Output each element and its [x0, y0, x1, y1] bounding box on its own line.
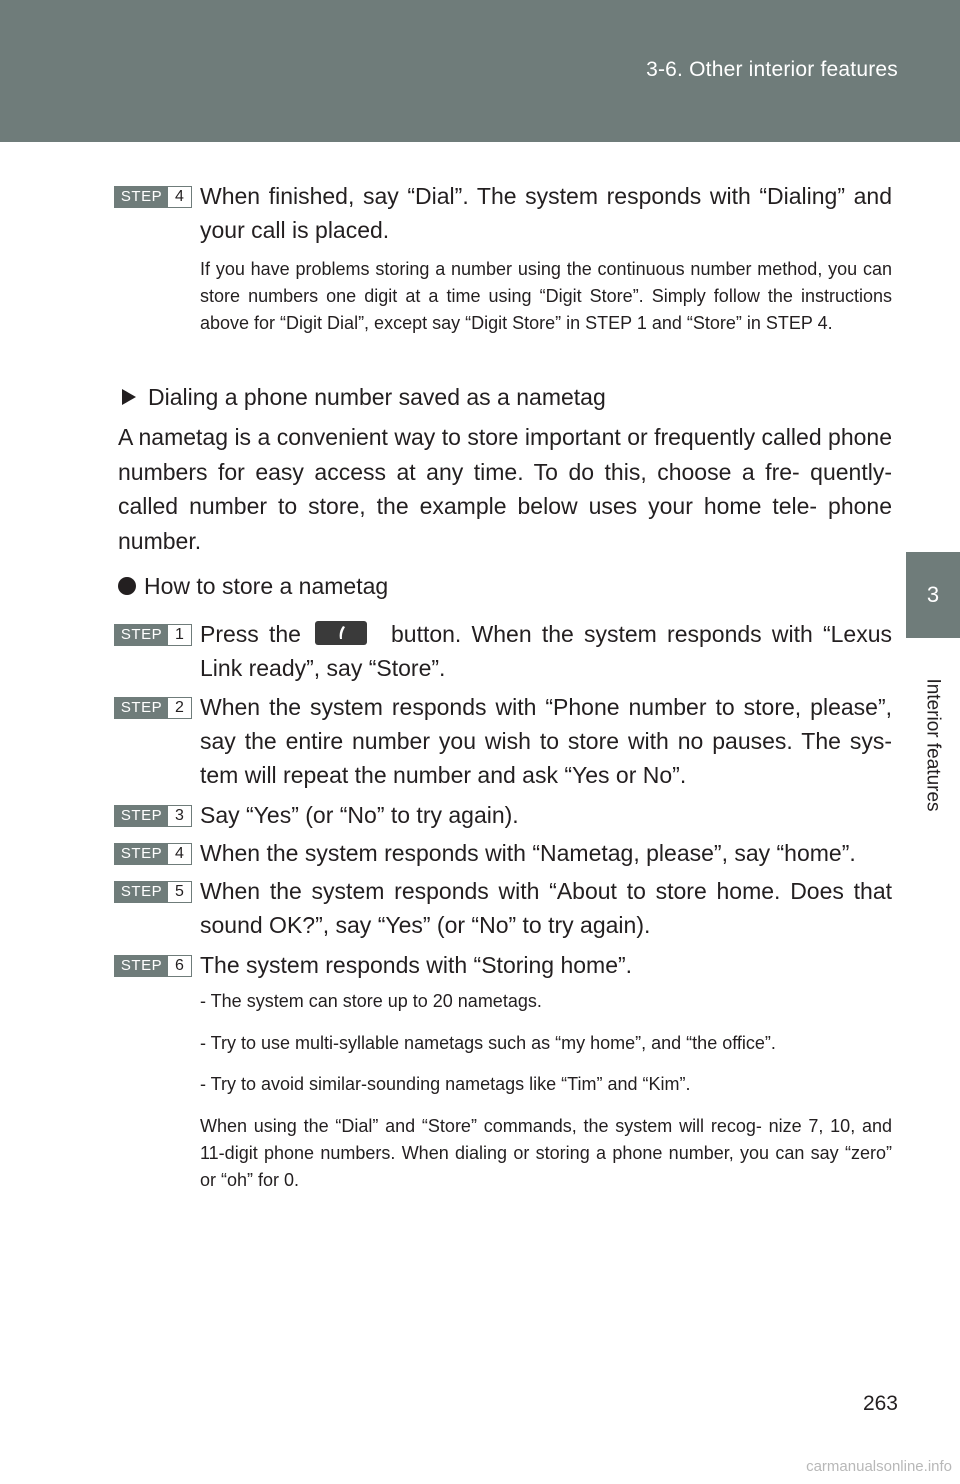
page-number: 263	[862, 1392, 898, 1415]
watermark: carmanualsonline.info	[806, 1458, 952, 1475]
final-note: When using the “Dial” and “Store” commands, the system will recog- nize 7, 10, and 11-digit phone numbers. When dialing or storing a phone number, you can say “zero” or “oh” for 0.	[200, 1116, 892, 1190]
step-badge: STEP 6	[114, 955, 192, 977]
section-title: 3-6. Other interior features	[646, 58, 898, 81]
step-word: STEP	[115, 187, 168, 207]
step-text: When the system responds with “About to store home. Does that sound OK?”, say “Yes” (or “No” to try again).	[200, 878, 892, 938]
intro-paragraph: A nametag is a convenient way to store important or frequently called phone numbers for easy access at any time. To do this, choose a fre- quently-called number to store, the example below uses your home tele- phone number.	[118, 424, 892, 554]
triangle-bullet-icon	[122, 389, 136, 405]
step-badge: STEP 3	[114, 805, 192, 827]
step-text: Say “Yes” (or “No” to try again).	[200, 802, 519, 828]
digit-store-note: If you have problems storing a number using the continuous number method, you can store numbers one digit at a time using “Digit Store”. Simply follow the instructions above for “Digit Dial”, except say “Digit Store” in STEP 1 and “Store” in STEP 4.	[200, 259, 892, 333]
step-text: Press the button. When the system responds with “Lexus Link ready”, say “Store”.	[200, 621, 892, 681]
step-text: When finished, say “Dial”. The system responds with “Dialing” and your call is placed.	[200, 183, 892, 243]
step-badge: STEP 5	[114, 881, 192, 903]
subsection-heading: Dialing a phone number saved as a nametag	[118, 380, 606, 414]
note-line: - Try to avoid similar-sounding nametags like “Tim” and “Kim”.	[200, 1074, 691, 1094]
sub-heading: How to store a nametag	[118, 569, 388, 603]
chapter-number-tab	[906, 552, 960, 638]
note-line: - Try to use multi-syllable nametags such as “my home”, and “the office”.	[200, 1033, 776, 1053]
step-badge	[114, 186, 192, 208]
circle-bullet-icon	[118, 577, 136, 595]
step-badge: STEP 2	[114, 697, 192, 719]
chapter-number: 3	[926, 582, 940, 607]
step-badge: STEP 4	[114, 843, 192, 865]
page-header	[0, 0, 960, 142]
step-text: The system responds with “Storing home”.	[200, 952, 633, 978]
phone-icon	[315, 621, 367, 645]
step-badge: STEP 1	[114, 624, 192, 646]
step-text: When the system responds with “Phone number to store, please”, say the entire number you wish to store with no pauses. The sys- tem will repeat the number and ask “Yes or No”.	[200, 694, 892, 788]
step-number: 4	[175, 188, 184, 205]
chapter-label: Interior features	[923, 678, 945, 812]
note-line: - The system can store up to 20 nametags.	[200, 991, 542, 1011]
step-text: When the system responds with “Nametag, please”, say “home”.	[200, 840, 856, 866]
